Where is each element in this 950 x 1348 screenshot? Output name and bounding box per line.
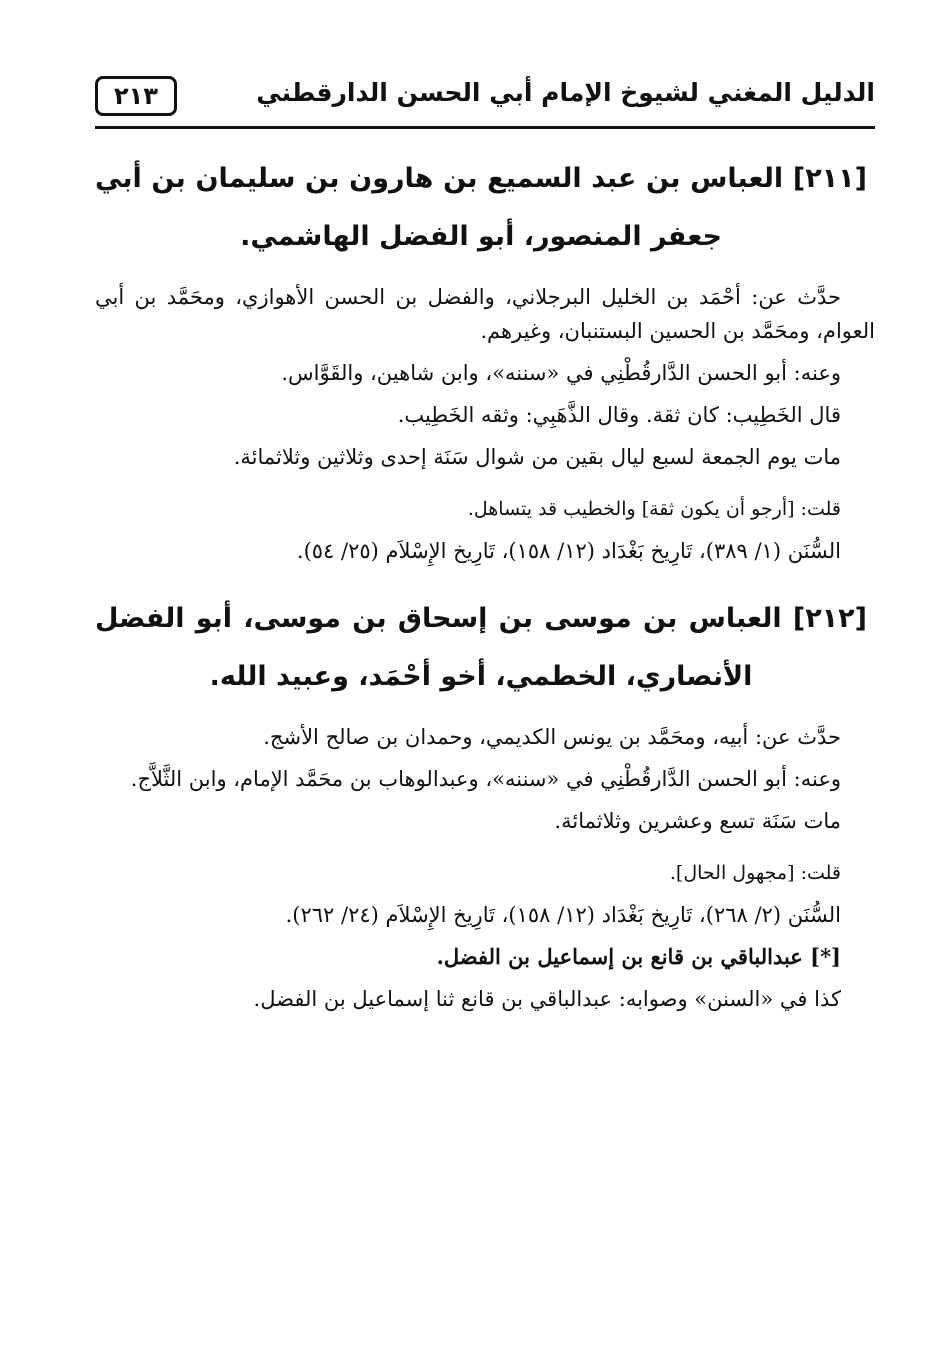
page-number: ٢١٣	[95, 76, 177, 116]
entry-references: السُّنَن (١/ ٣٨٩)، تَارِيخ بَغْدَاد (١٢/ ١٥٨)، تَارِيخ الإِسْلاَم (٢٥/ ٥٤).	[296, 539, 841, 563]
header-divider	[95, 126, 875, 129]
entry-students: وعنه: أبو الحسن الدَّارقُطْنِي في «سننه»، وعبدالوهاب بن محَمَّد الإمام، وابن الثَّلاَّج.	[130, 767, 841, 791]
running-title: الدليل المغني لشيوخ الإمام أبي الحسن الدارقطني	[256, 78, 875, 107]
entry-teachers: حدَّث عن: أبيه، ومحَمَّد بن يونس الكديمي، وحمدان بن صالح الأشج.	[263, 725, 841, 749]
page-content	[95, 150, 875, 1016]
entry-students: وعنه: أبو الحسن الدَّارقُطْنِي في «سننه»، وابن شاهين، والقَوَّاس.	[281, 361, 841, 385]
running-header	[95, 72, 875, 128]
section-spacer	[95, 568, 875, 590]
entry-grading: قال الخَطِيب: كان ثقة. وقال الذَّهَبِي: وثقه الخَطِيب.	[397, 403, 841, 427]
entry-author-note: قلت: [أرجو أن يكون ثقة] والخطيب قد يتساهل.	[467, 498, 841, 520]
entry-212	[95, 590, 875, 932]
entry-author-note: قلت: [مجهول الحال].	[669, 862, 841, 884]
notice-heading: [*] عبدالباقي بن قانع بن إسماعيل بن الفضل.	[436, 944, 841, 969]
notice-block	[95, 940, 875, 1016]
entry-death: مات سَنَة تسع وعشرين وثلاثمائة.	[554, 809, 841, 833]
notice-text: كذا في «السنن» وصوابه: عبدالباقي بن قانع ثنا إسماعيل بن الفضل.	[253, 987, 841, 1011]
entry-teachers: حدَّث عن: أحْمَد بن الخليل البرجلاني، والفضل بن الحسن الأهوازي، ومحَمَّد بن أبي العوام، ومحَمَّد بن الحسين البستنبان، وغيرهم.	[95, 285, 875, 343]
entry-211	[95, 150, 875, 568]
entry-death: مات يوم الجمعة لسبع ليال بقين من شوال سَنَة إحدى وثلاثين وثلاثمائة.	[233, 445, 841, 469]
entry-references: السُّنَن (٢/ ٢٦٨)، تَارِيخ بَغْدَاد (١٢/ ١٥٨)، تَارِيخ الإِسْلاَم (٢٤/ ٢٦٢).	[285, 903, 841, 927]
entry-title: [٢١١] العباس بن عبد السميع بن هارون بن سليمان بن أبي جعفر المنصور، أبو الفضل الهاشمي.	[95, 163, 867, 252]
entry-title: [٢١٢] العباس بن موسى بن إسحاق بن موسى، أبو الفضل الأنصاري، الخطمي، أخو أحْمَد، وعبيد الله.	[95, 603, 867, 692]
